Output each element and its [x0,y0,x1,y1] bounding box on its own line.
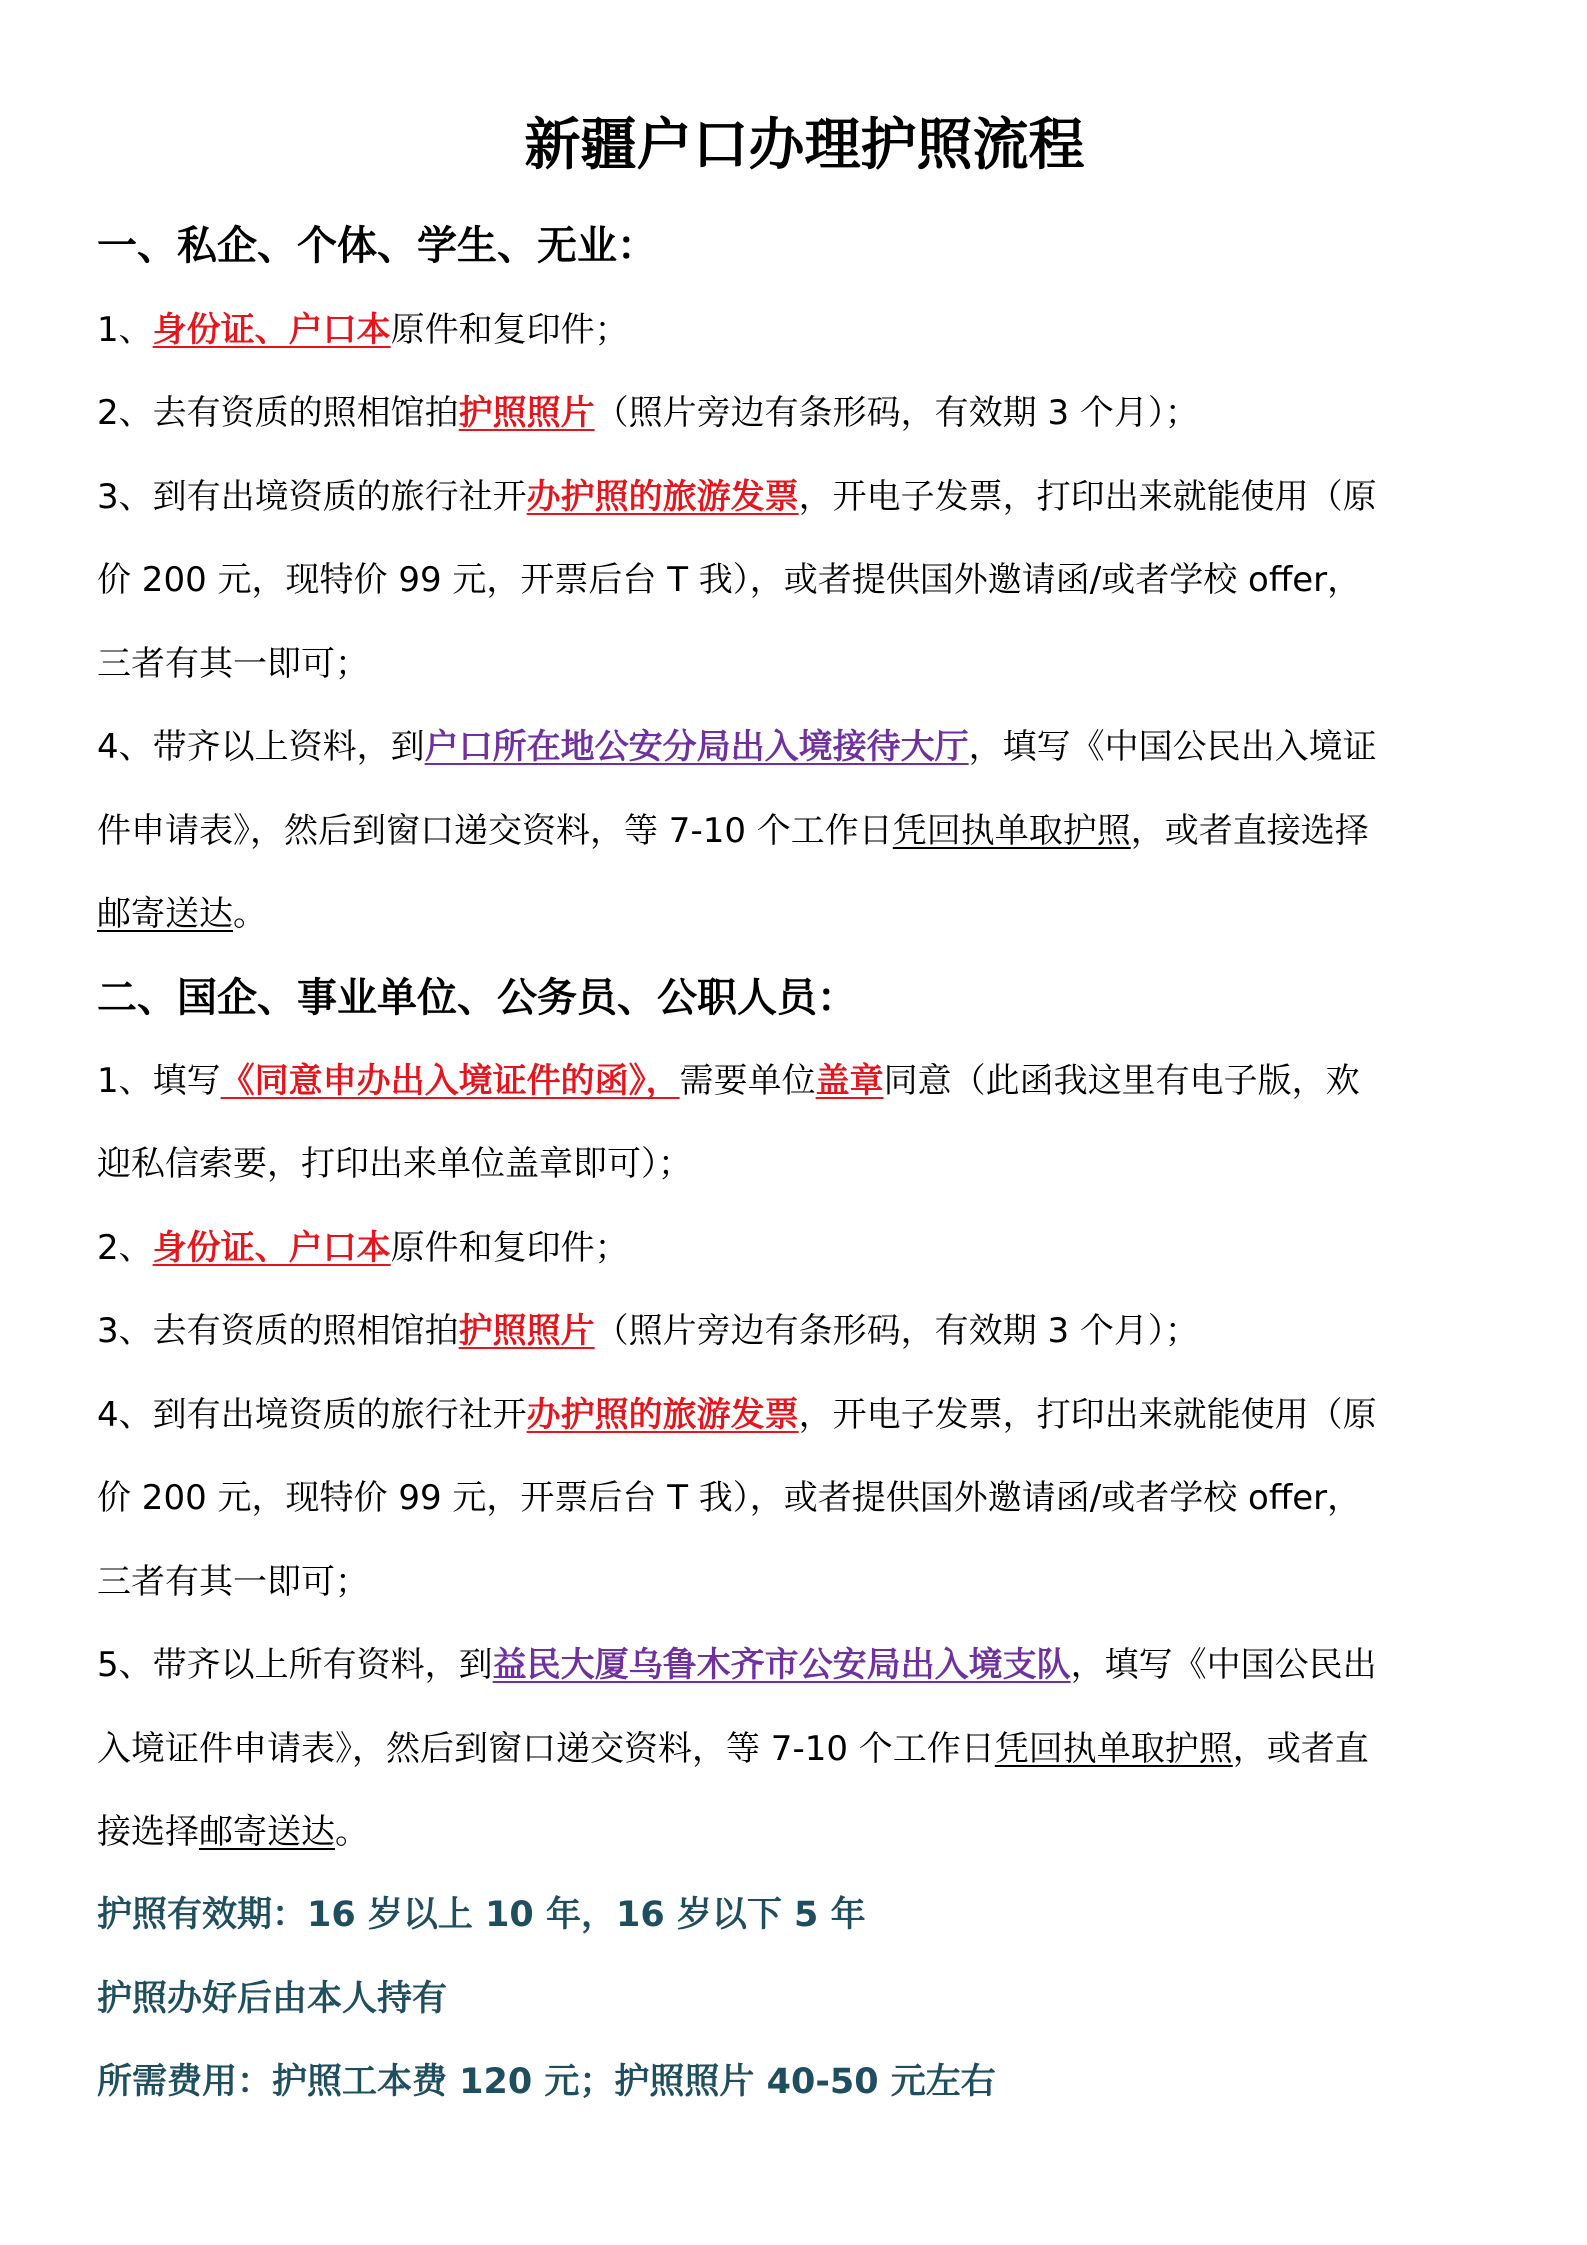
s2-item4-line2: 价 200 元，现特价 99 元，开票后台 T 我），或者提供国外邀请函/或者学校 offer， [97,1478,1362,1518]
s1-item1-highlight: 身份证、户口本 [152,310,391,350]
s2-item5-l3-underline: 邮寄送达 [199,1812,335,1852]
s2-item4-line3: 三者有其一即可； [97,1562,369,1602]
s1-item4-l3-suffix: 。 [233,894,267,934]
s1-item4-line3 [97,889,1512,939]
s1-item4-highlight: 户口所在地公安分局出入境接待大厅 [424,727,969,767]
s2-item1-suffix: 同意（此函我这里有电子版，欢 [883,1061,1360,1101]
s1-item3-prefix: 3、到有出境资质的旅行社开 [97,477,527,517]
s2-item2 [97,1223,1512,1273]
s2-item5-suffix: ，填写《中国公民出 [1070,1645,1377,1685]
s1-item1-prefix: 1、 [97,310,153,350]
s2-item4-highlight: 办护照的旅游发票 [526,1395,799,1435]
s2-item5-l3-suffix: 。 [335,1812,369,1852]
s2-item2-suffix: 原件和复印件； [390,1228,629,1268]
s2-item5-line3 [97,1807,1512,1857]
s2-item5-l2-underline: 凭回执单取护照 [994,1729,1233,1769]
s2-item3 [97,1306,1512,1356]
s2-item4-line1 [97,1390,1512,1440]
s1-item2-suffix: （照片旁边有条形码，有效期 3 个月）； [594,393,1199,433]
section2-heading: 二、国企、事业单位、公务员、公职人员： [97,975,857,1021]
s2-item5-l2-prefix: 入境证件申请表》，然后到窗口递交资料，等 7-10 个工作日 [97,1729,995,1769]
section1-heading: 一、私企、个体、学生、无业： [97,223,657,269]
s1-item4-line2 [97,806,1512,856]
s1-item2 [97,388,1512,438]
s2-item3-suffix: （照片旁边有条形码，有效期 3 个月）； [594,1311,1199,1351]
s1-item4-suffix: ，填写《中国公民出入境证 [968,727,1377,767]
s2-item1-prefix: 1、填写 [97,1061,221,1101]
page-title: 新疆户口办理护照流程 [524,113,1085,178]
s2-item5-line2 [97,1724,1512,1774]
s1-item4-prefix: 4、带齐以上资料，到 [97,727,425,767]
s1-item2-prefix: 2、去有资质的照相馆拍 [97,393,459,433]
fees-note: 所需费用：护照工本费 120 元；护照照片 40-50 元左右 [97,2062,996,2102]
s1-item4-l2-prefix: 件申请表》，然后到窗口递交资料，等 7-10 个工作日 [97,811,893,851]
s2-item1-highlight-stamp: 盖章 [815,1061,884,1101]
s1-item2-highlight: 护照照片 [458,393,595,433]
s2-item4-suffix: ，开电子发票，打印出来就能使用（原 [798,1395,1377,1435]
s2-item1-line2: 迎私信索要，打印出来单位盖章即可）； [97,1144,692,1184]
s2-item3-highlight: 护照照片 [458,1311,595,1351]
s2-item5-highlight: 益民大厦乌鲁木齐市公安局出入境支队 [492,1645,1071,1685]
s2-item2-highlight: 身份证、户口本 [152,1228,391,1268]
s2-item1-mid: 需要单位 [679,1061,816,1101]
s1-item4-l2-suffix: ，或者直接选择 [1130,811,1369,851]
s1-item3-highlight: 办护照的旅游发票 [526,477,799,517]
s2-item4-prefix: 4、到有出境资质的旅行社开 [97,1395,527,1435]
s2-item5-l2-suffix: ，或者直 [1232,1729,1369,1769]
s1-item3-line2: 价 200 元，现特价 99 元，开票后台 T 我），或者提供国外邀请函/或者学校 offer， [97,560,1362,600]
s2-item3-prefix: 3、去有资质的照相馆拍 [97,1311,459,1351]
s1-item4-l3-underline: 邮寄送达 [97,894,233,934]
passport-validity-note: 护照有效期：16 岁以上 10 年，16 岁以下 5 年 [97,1895,866,1935]
s1-item4-line1 [97,722,1512,772]
s2-item2-prefix: 2、 [97,1228,153,1268]
passport-holder-note: 护照办好后由本人持有 [97,1979,448,2019]
s1-item1-suffix: 原件和复印件； [390,310,629,350]
s2-item1-highlight-letter: 《同意申办出入境证件的函》， [220,1061,680,1101]
s2-item1-line1 [97,1056,1512,1106]
s2-item5-line1 [97,1640,1512,1690]
s2-item5-l3-prefix: 接选择 [97,1812,199,1852]
s1-item3-line3: 三者有其一即可； [97,644,369,684]
s1-item4-l2-underline: 凭回执单取护照 [892,811,1131,851]
s1-item1 [97,305,1512,355]
s1-item3-line1 [97,472,1512,522]
s2-item5-prefix: 5、带齐以上所有资料，到 [97,1645,493,1685]
s1-item3-suffix: ，开电子发票，打印出来就能使用（原 [798,477,1377,517]
